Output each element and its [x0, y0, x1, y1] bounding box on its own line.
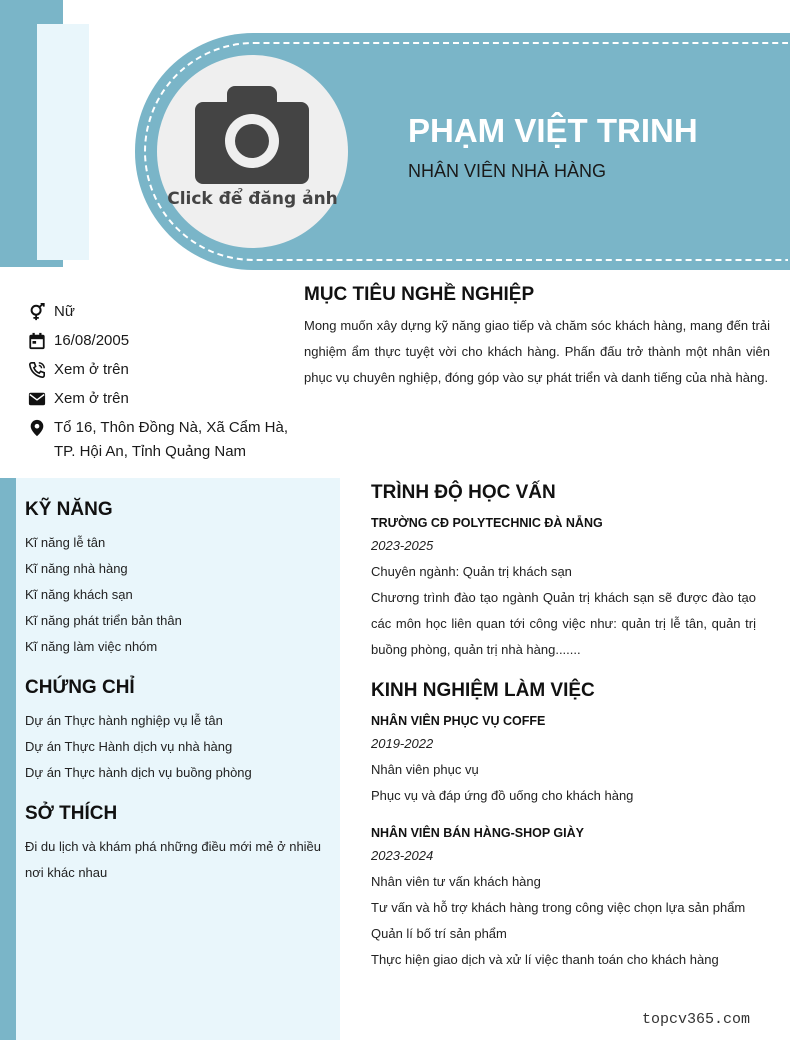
experience-heading: KINH NGHIỆM LÀM VIỆC [371, 680, 595, 701]
certificates-section [25, 676, 331, 786]
hobbies-text: Đi du lịch và khám phá những điều mới mẻ ở nhiều nơi khác nhau [25, 839, 322, 880]
skills-heading: KỸ NĂNG [25, 499, 113, 520]
email-value: Xem ở trên [54, 390, 129, 407]
left-column-accent-strip [0, 478, 16, 1040]
envelope-icon [28, 387, 54, 411]
skills-section [25, 498, 331, 660]
contact-address [28, 416, 290, 464]
gender-value: Nữ [54, 303, 75, 320]
candidate-name: PHẠM VIỆT TRINH [408, 112, 698, 149]
certificate-item: Dự án Thực Hành dịch vụ nhà hàng [25, 739, 233, 754]
experience-period: 2019-2022 [371, 736, 434, 751]
experience-period: 2023-2024 [371, 848, 434, 863]
contact-email [28, 387, 290, 411]
phone-value: Xem ở trên [54, 361, 129, 378]
education-school: TRƯỜNG CĐ POLYTECHNIC ĐÀ NẴNG [371, 516, 603, 530]
contact-info [28, 300, 290, 469]
photo-upload-label: Click để đăng ảnh [167, 189, 338, 209]
experience-line: Thực hiện giao dịch và xử lí việc thanh toán cho khách hàng [371, 952, 719, 967]
contact-gender [28, 300, 290, 324]
site-watermark: topcv365.com [642, 1011, 751, 1028]
education-period: 2023-2025 [371, 538, 434, 553]
career-objective-heading: MỤC TIÊU NGHỀ NGHIỆP [304, 284, 535, 305]
education-major: Chuyên ngành: Quản trị khách sạn [371, 564, 572, 579]
candidate-job-title: NHÂN VIÊN NHÀ HÀNG [408, 161, 607, 181]
experience-job-title: NHÂN VIÊN PHỤC VỤ COFFE [371, 714, 546, 728]
skill-item: Kĩ năng khách sạn [25, 587, 133, 602]
gender-icon [28, 300, 54, 324]
career-objective-section [304, 283, 770, 391]
hobbies-section [25, 802, 331, 886]
certificates-heading: CHỨNG CHỈ [25, 677, 135, 698]
experience-entry [371, 823, 756, 973]
camera-icon [195, 84, 309, 184]
contact-phone [28, 358, 290, 382]
experience-line: Quản lí bố trí sản phẩm [371, 926, 507, 941]
skill-item: Kĩ năng phát triển bản thân [25, 613, 182, 628]
location-pin-icon [28, 416, 54, 440]
certificate-item: Dự án Thực hành dịch vụ buồng phòng [25, 765, 252, 780]
skill-item: Kĩ năng làm việc nhóm [25, 639, 158, 654]
certificate-item: Dự án Thực hành nghiệp vụ lễ tân [25, 713, 223, 728]
education-section [371, 481, 756, 663]
experience-line: Tư vấn và hỗ trợ khách hàng trong công việc chọn lựa sản phẩm [371, 900, 746, 915]
experience-line: Nhân viên phục vụ [371, 762, 479, 777]
experience-entry [371, 711, 756, 809]
calendar-icon [28, 329, 54, 353]
dob-value: 16/08/2005 [54, 332, 130, 349]
phone-icon [28, 358, 54, 382]
experience-line: Nhân viên tư vấn khách hàng [371, 874, 541, 889]
experience-job-title: NHÂN VIÊN BÁN HÀNG-SHOP GIÀY [371, 826, 584, 840]
contact-dob [28, 329, 290, 353]
experience-section [371, 679, 756, 973]
career-objective-text: Mong muốn xây dựng kỹ năng giao tiếp và chăm sóc khách hàng, mang đến trải nghiệm ẩm thực tuyệt vời cho khách hàng. Phấn đấu trở thành một nhân viên phục vụ chuyên nghiệp, đóng góp vào sự phát triển và danh tiếng của nhà hàng. [304, 318, 770, 385]
profile-photo-upload[interactable] [157, 55, 348, 248]
education-description: Chương trình đào tạo ngành Quản trị khách sạn sẽ được đào tạo các môn học liên quan tới công việc như: quản trị lễ tân, quản trị buồng phòng, quản trị nhà hàng....... [371, 590, 756, 657]
hobbies-heading: SỞ THÍCH [25, 803, 118, 824]
left-column [16, 478, 340, 1040]
education-heading: TRÌNH ĐỘ HỌC VẤN [371, 482, 556, 503]
experience-line: Phục vụ và đáp ứng đồ uống cho khách hàng [371, 788, 634, 803]
skill-item: Kĩ năng nhà hàng [25, 561, 128, 576]
left-accent-panel [37, 24, 89, 260]
right-column [371, 481, 756, 989]
address-value: Tổ 16, Thôn Đồng Nà, Xã Cẩm Hà, TP. Hội An, Tỉnh Quảng Nam [54, 419, 289, 460]
skill-item: Kĩ năng lễ tân [25, 535, 106, 550]
